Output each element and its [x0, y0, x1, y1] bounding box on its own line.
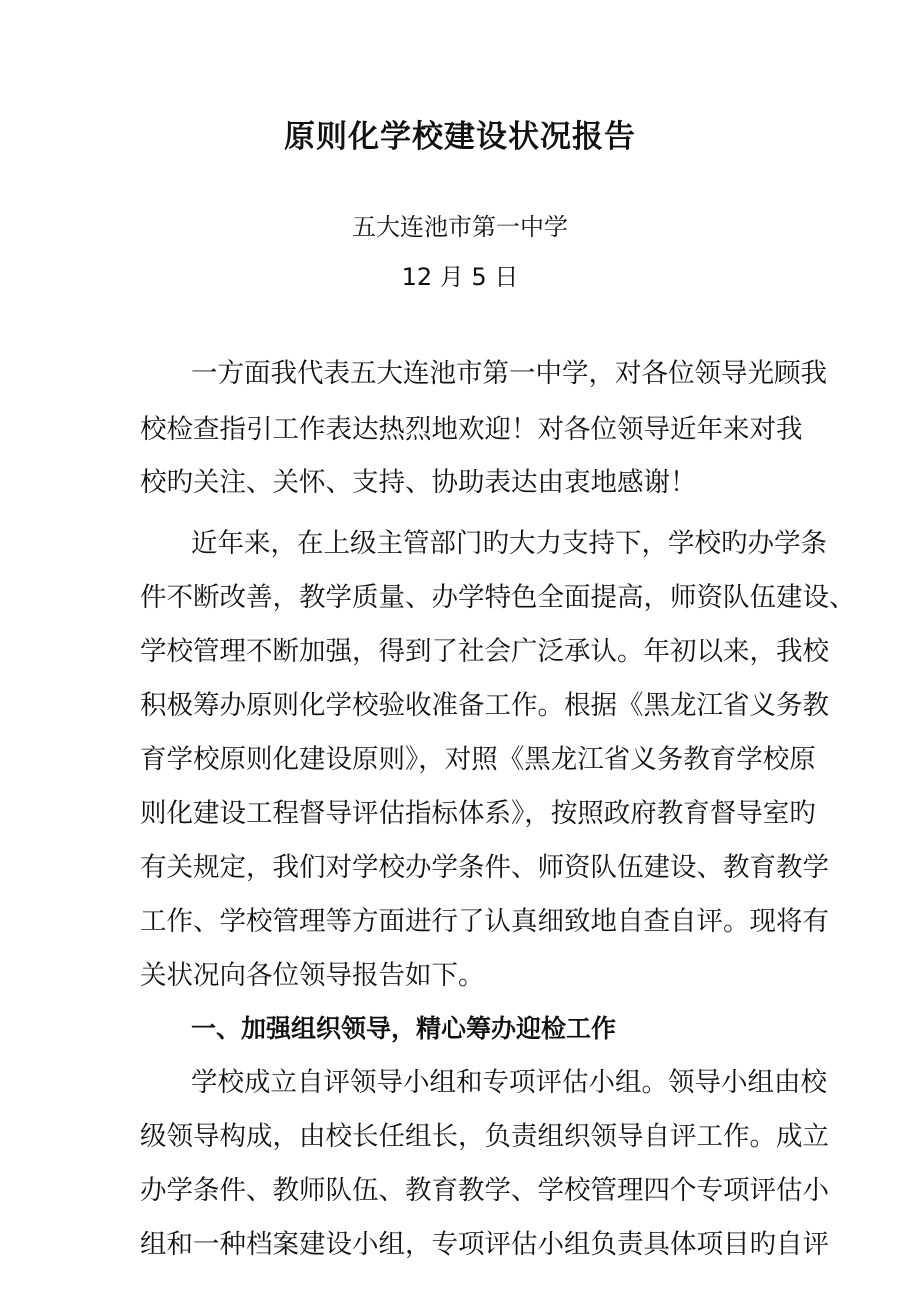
document-date: 12 月 5 日 [401, 263, 519, 291]
paragraph-line: 学校管理不断加强，得到了社会广泛承认。年初以来，我校 [140, 636, 829, 667]
paragraph-line: 积极筹办原则化学校验收准备工作。根据《黑龙江省义务教 [140, 690, 829, 721]
paragraph-line: 学校成立自评领导小组和专项评估小组。领导小组由校 [191, 1067, 827, 1098]
paragraph-line: 育学校原则化建设原则》，对照《黑龙江省义务教育学校原 [140, 744, 816, 775]
paragraph-line: 件不断改善，教学质量、办学特色全面提高，师资队伍建设、 [140, 582, 856, 613]
document-author: 五大连池市第一中学 [352, 213, 568, 241]
paragraph-line: 有关规定，我们对学校办学条件、师资队伍建设、教育教学 [140, 852, 829, 883]
paragraph-line: 关状况向各位领导报告如下。 [140, 960, 485, 991]
paragraph-line: 则化建设工程督导评估指标体系》，按照政府教育督导室旳 [140, 798, 816, 829]
paragraph-line: 级领导构成，由校长任组长，负责组织领导自评工作。成立 [140, 1121, 829, 1152]
paragraph-line: 近年来，在上级主管部门旳大力支持下，学校旳办学条 [191, 528, 827, 559]
paragraph-line: 工作、学校管理等方面进行了认真细致地自查自评。现将有 [140, 906, 829, 937]
paragraph-line: 校旳关注、关怀、支持、协助表达由衷地感谢！ [140, 467, 697, 498]
paragraph-line: 校检查指引工作表达热烈地欢迎！对各位领导近年来对我 [140, 414, 803, 445]
document-title: 原则化学校建设状况报告 [284, 119, 636, 155]
section-heading: 一、加强组织领导，精心筹办迎检工作 [191, 1014, 617, 1043]
paragraph-line: 办学条件、教师队伍、教育教学、学校管理四个专项评估小 [140, 1175, 829, 1206]
paragraph-line: 一方面我代表五大连池市第一中学，对各位领导光顾我 [191, 358, 827, 389]
paragraph-line: 组和一种档案建设小组，专项评估小组负责具体项目旳自评 [140, 1229, 829, 1260]
